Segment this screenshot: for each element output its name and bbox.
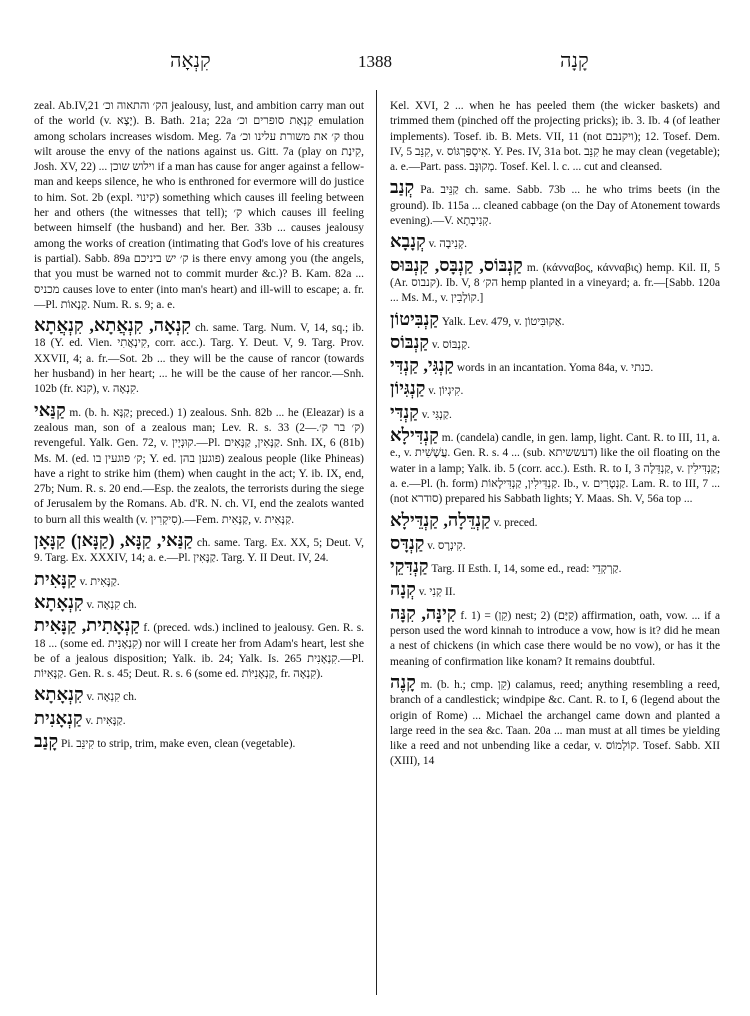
dictionary-entry <box>390 331 720 353</box>
dictionary-entry <box>390 377 720 399</box>
dictionary-entry <box>390 401 720 423</box>
entry-text: ch. same. Targ. Ex. XX, 5; Deut. V, 9. Targ. Ex. XXXIV, 14; a. e.—Pl. קַנָּאִין. Targ. Y. II Deut. IV, 24. <box>34 537 364 565</box>
dictionary-entry <box>390 578 720 600</box>
dictionary-entry <box>34 614 364 682</box>
entry-text: m. (κάνναβος, κάνναβις) hemp. Kil. II, 5 (Ar. קנבוס). Ib. V, 8 הק׳ hemp planted in a vineyard; a. fr.—[Sabb. 120a ... Ms. M., v. קוֹלְבִין.] <box>390 261 720 305</box>
page-header <box>30 50 720 80</box>
entry-text: v. קַנָּאִית. <box>79 575 120 588</box>
entry-text: v. קִנְאָה ch. <box>86 598 137 611</box>
entry-text: f. 1) = (קֵן) nest; 2) (קַיָּם) affirmation, oath, vow. ... if a person used the word kinnah to introduce a vow, how is it? did he mean a nest of chickens (in which case there would be no vow), or has it the meaning of confirmation like konam? It remains doubtful. <box>390 609 720 668</box>
entry-headword: קַנָּאִית <box>34 568 77 589</box>
entry-text: Targ. II Esth. I, 14, some ed., read: קַרְקְדֵי. <box>431 563 622 576</box>
entry-text: v. קְנִי II. <box>418 586 456 599</box>
entry-headword: קַנְגִּי, קַנְדִּי <box>390 355 455 376</box>
dictionary-entry <box>390 424 720 507</box>
entry-headword: קַנְאָתִית, קַנָּאִית <box>34 615 140 636</box>
page-number: 1388 <box>358 52 392 71</box>
right-column <box>390 92 720 997</box>
dictionary-entry <box>390 602 720 670</box>
entry-headword: קַנְדִּי <box>390 401 419 422</box>
dictionary-entry <box>390 176 720 229</box>
entry-headword: קַנְדֵּלָה, קַנְדֵּילָא <box>390 509 491 530</box>
entry-headword: קַנְדִּקֵי <box>390 556 429 577</box>
dictionary-entry <box>390 532 720 554</box>
dictionary-entry <box>390 354 720 376</box>
dictionary-entry <box>34 529 364 567</box>
entry-headword: קַנְבּוֹס, קַנְבָּס, קַנְבּוּס <box>390 254 523 275</box>
entry-headword: קִנְאָתָא <box>34 684 84 705</box>
entry-text: m. (b. h.; cmp. קֵן) calamus, reed; anything resembling a reed, branch of a candlestick; windpipe &c. Cant. R. to I, 6 (legend about the origin of Rome) ... Michael the archangel came down and planted a large reed in the sea &c. Taan. 20a ... man must at all times be yielding like a reed and not unbending like a cedar, v. קוֹלְמוֹס. Tosef. Sabb. XII (XIII), 14 <box>390 678 720 768</box>
entry-headword: קַנְדִּילָא <box>390 425 439 446</box>
entry-headword: קְנָבָא <box>390 231 426 252</box>
dictionary-entry <box>34 683 364 705</box>
entry-text: v. קְנִיבָה. <box>428 238 467 251</box>
entry-headword: קַנְגִּיוֹן <box>390 378 426 399</box>
entry-text: v. קִנְאָה ch. <box>86 691 137 704</box>
dictionary-entry <box>390 92 720 175</box>
entry-text: words in an incantation. Yoma 84a, v. כנתי. <box>456 362 654 375</box>
entry-headword: קִנְאָתָא <box>34 591 84 612</box>
dictionary-entry <box>34 568 364 590</box>
entry-text: Kel. XVI, 2 ... when he has peeled them (the wicker baskets) and trimmed them (pinched off the projecting pricks); ib. 3. Ib. 4 (of leather implements). Tosef. ib. B. Mets. VII, 11 (not ויקנבם); 12. Tosef. Dem. IV, 5 קִנֵּב, v. אִיסְפַּרְגּוֹס. Y. Pes. IV, 31a bot. קִנֵּב he may clean (vegetable); a. e.—Part. pass. מְקוּנָּב. Tosef. Kel. l. c. ... cut and cleansed. <box>390 100 720 174</box>
entry-text: m. (b. h. קַנָּא; preced.) 1) zealous. Snh. 82b ... he (Eleazar) is a zealous man, son of a zealous man; Lev. R. s. 33 (ק׳ בר ק׳.—2) revengeful. Yalk. Gen. 72, v. קוּנְיָין.—Pl. קַנָּאִין, קַנָּאִים. Snh. IX, 6 (81b) Ms. M. (ed. ק׳ פוגעין בו; Y. ed. פוגען בהן) zealous people (like Phineas) have a right to strike him (them) when caught in the act; Y. ib. IX, end, 27b; Num. R. s. 20 end.—Esp. the zealots, the terrorists during the siege of Jerusalem by the Romans. Ab. d'R. N. ch. VI, end the zealots wanted to burn all this wealth (v. סִיקְרִין).—Fem. קַנָּאִית, v. קַנָּאִית. <box>34 406 364 526</box>
entry-headword: קְנָה <box>390 579 416 600</box>
entry-text: v. preced. <box>493 516 538 529</box>
dictionary-entry <box>34 591 364 613</box>
entry-headword: קָנַב <box>34 730 59 751</box>
dictionary-entry <box>34 730 364 752</box>
dictionary-entry <box>390 509 720 531</box>
entry-headword: קַנְבִּיטוֹן <box>390 308 439 329</box>
entry-text: v. קִינְרָס. <box>427 539 466 552</box>
dictionary-entry <box>390 308 720 330</box>
dictionary-entry <box>34 399 364 528</box>
entry-text: Pa. קַנֵּיב ch. same. Sabb. 73b ... he who trims beets (in the ground). Ib. 115a ... cleaned cabbage (on the Day of Atonement towards evening).—V. קְנִיבְתָא. <box>390 184 720 228</box>
entry-text: f. (preced. wds.) inclined to jealousy. Gen. R. s. 18 ... (some ed. קִנְאָנִית) nor will I create her from Adam's heart, lest she be of a jealous disposition; Yalk. ib. 24; Yalk. Is. 265 קִנְאָנִית.—Pl. קַנָּאִיוֹת. Gen. R. s. 45; Deut. R. s. 6 (some ed. קַנְאָנִיּוֹת, fr. קִנְאָה). <box>34 622 364 681</box>
entry-headword: קַנַּאי <box>34 399 66 420</box>
entry-text: Pi. קִינֵּב to strip, trim, make even, clean (vegetable). <box>61 737 296 750</box>
entry-headword: קִנְאָה, קִנְאֲתָא, קִנְאֲתָא <box>34 315 192 336</box>
entry-headword: קַנְבּוֹס <box>390 331 430 352</box>
entry-text: v. קַנָּאִית. <box>85 714 126 727</box>
entry-text: v. קַנְגִּי. <box>421 408 452 421</box>
entry-headword: קַנְאָנִית <box>34 707 83 728</box>
entry-headword: קְנַב <box>390 177 415 198</box>
entry-text: v. קִיגְיוֹן. <box>428 385 464 398</box>
entry-headword: קַנַּאי, קַנָּא, (קַנָּאן) קַנָּאָן <box>34 530 194 551</box>
dictionary-entry <box>390 254 720 307</box>
entry-headword: קַנְדָּס <box>390 532 425 553</box>
dictionary-entry <box>390 555 720 577</box>
entry-text: zeal. Ab.IV,21 הק׳ והתאוה וכ׳ jealousy, lust, and ambition carry man out of the world (v. יָצָא). B. Bath. 21a; 22a קִנְאַת סופרים וכ׳ emulation among scholars increases wisdom. Meg. 7a ק׳ את משורת עלינו וכ׳ thou wilt arouse the envy of the nations against us. Gitt. 7a (play on קִינַת, Josh. XV, 22) ... וילוש שוכן if a man has cause for anger against a fellow-man and keeps silence, he who is enthroned for evermore will do justice to him. Sot. 2b (expl. קינוי) something which causes ill feeling between her and others (the witnesses that tell); ק׳ which causes ill feeling between himself (the husband) and her. Ber. 33b ... causes jealousy among the works of creation (intimating that God's love of his creatures is partial). Sabb. 89a ק׳ יש ביניכם is there envy among you (the angels, that you must be warned not to commit murder &c.)? B. Kam. 82a ... מכניס causes love to enter (into man's heart) and ill-will to escape; a. fr.—Pl. קְנָאוֹת. Num. R. s. 9; a. e. <box>34 100 364 311</box>
dictionary-entry <box>390 671 720 770</box>
column-divider <box>376 90 377 995</box>
running-headword-right: קָנָה <box>560 50 589 72</box>
entry-text: ch. same. Targ. Num. V, 14, sq.; ib. 18 (Y. ed. Vien. קִינְאֲתִי, corr. acc.). Targ. Y. Deut. V, 9. Targ. Prov. XXVII, 4; a. fr.—Sot. 2b ... they will be the cause of rancor (towards her husband) in her heart; ... he will be the cause of her rancor.—Snh. 102b (fr. קנא), v. קִנְאָה. <box>34 322 364 396</box>
entry-text: m. (candela) candle, in gen. lamp, light. Cant. R. to III, 11, a. e., v. עֲשָׁשִׁית. Gen. R. s. 4 ... (sub. דעששיתא) like the oil floating on the water in a lamp; Yalk. ib. 5 (corr. acc.). Esth. R. to I, 3 קַנְדֵּלָה, v. קַנְדִּילִין; a. e.—Pl. (h. form) קַנְדִּילִין, קַנְדִּילָאוֹת. Ib., v. קַנְטָרִים. Lam. R. to III, 7 ... (not סודרא) prepared his Sabbath lights; Y. Maas. Sh. V, 56a top ... <box>390 432 720 506</box>
entry-text: v. קַנְבּוֹס. <box>431 338 471 351</box>
entry-text: Yalk. Lev. 479, v. אַקוּבִּיטוֹן. <box>441 315 565 328</box>
running-headword-left: קִנְאָה <box>170 50 211 72</box>
dictionary-entry <box>34 92 364 313</box>
dictionary-entry <box>34 314 364 397</box>
entry-headword: קִינָּה, קִנָּה <box>390 602 457 623</box>
dictionary-entry <box>390 230 720 252</box>
dictionary-entry <box>34 707 364 729</box>
left-column <box>34 92 364 997</box>
entry-headword: קָנֶה <box>390 671 416 692</box>
